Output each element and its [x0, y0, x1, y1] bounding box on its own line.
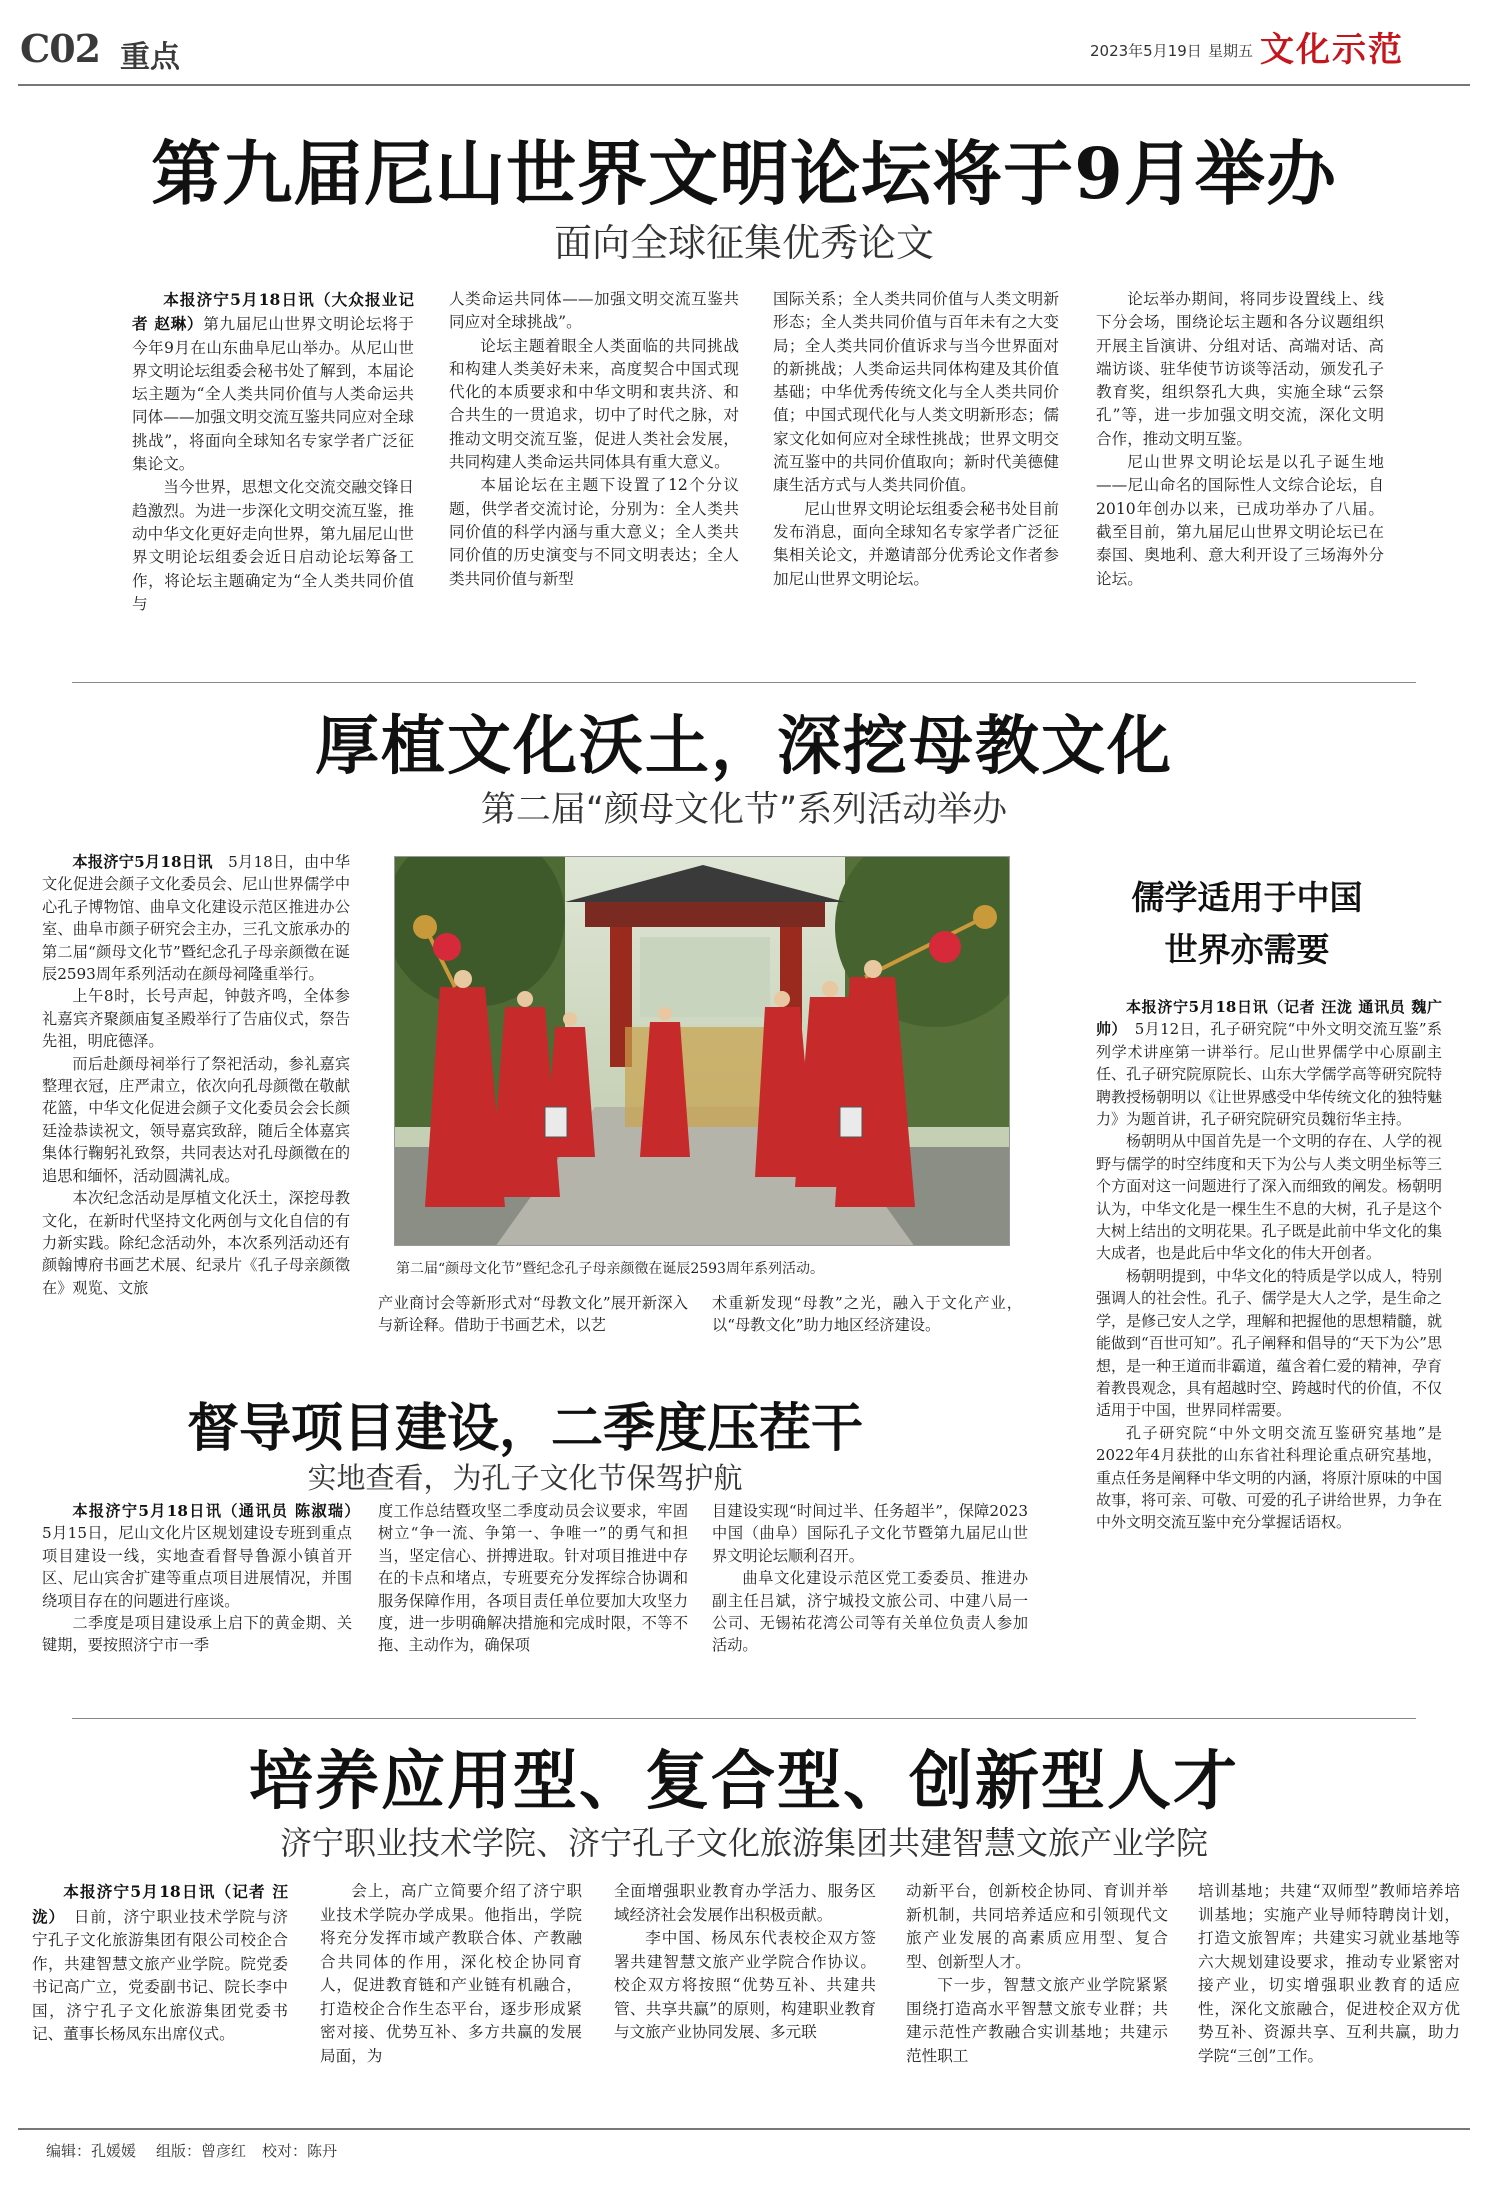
article1-col4	[1096, 288, 1384, 666]
article5-col1	[32, 1880, 288, 2116]
article2-text: 上午8时，长号声起，钟鼓齐鸣，全体参礼嘉宾齐聚颜庙复圣殿举行了告庙仪式，祭告先祖，明庇德泽。	[42, 987, 350, 1051]
article4-headline: 督导项目建设，二季度压茬干	[186, 1398, 863, 1459]
article2-text: 产业商讨会等新形式对“母教文化”展开新深入与新诠释。借助于书画艺术，以艺	[378, 1294, 688, 1335]
article5-text: 李中国、杨凤东代表校企双方签署共建智慧文旅产业学院合作协议。校企双方将按照“优势互补、共建共管、共享共赢”的原则，构建职业教育与文旅产业协同发展、多元联	[614, 1929, 876, 2041]
article5-text: 会上，高广立简要介绍了济宁职业技术学院办学成果。他指出，学院将充分发挥市域产教联合体、产教融合共同体的作用，深化校企协同育人，促进教育链和产业链有机融合，打造校企合作生态平台，逐步形成紧密对接、优势互补、多方共赢的发展局面，为	[320, 1882, 582, 2065]
header-rule	[18, 84, 1470, 86]
article5-headline: 培养应用型、复合型、创新型人才	[249, 1744, 1239, 1819]
article4-col1	[42, 1500, 352, 1710]
article1-subhead: 面向全球征集优秀论文	[553, 221, 934, 265]
article3-body	[1096, 996, 1442, 1686]
article4-text: 目建设实现“时间过半、任务超半”，保障2023中国（曲阜）国际孔子文化节暨第九届尼山世界文明论坛顺利召开。	[712, 1502, 1028, 1565]
article1-text: 第九届尼山世界文明论坛将于今年9月在山东曲阜尼山举办。从尼山世界文明论坛组委会秘书处了解到，本届论坛主题为“全人类共同价值与人类命运共同体——加强文明交流互鉴共同应对全球挑战”，将面向全球知名专家学者广泛征集论文。	[132, 315, 414, 474]
issue-weekday: 星期五	[1208, 42, 1254, 60]
article3-text: 杨朝明从中国首先是一个文明的存在、人学的视野与儒学的时空纬度和天下为公与人类文明坐标等三个方面对这一问题进行了深入而细致的阐发。杨朝明认为，中华文化是一棵生生不息的大树，孔子是这个大树上结出的文明花果。孔子既是此前中华文化的集大成者，也是此后中华文化的伟大开创者。	[1096, 1132, 1442, 1263]
article3-text: 杨朝明提到，中华文化的特质是学以成人，特别强调人的社会性。孔子、儒学是大人之学，是生命之学，是修己安人之学，理解和把握他的思想精髓，就能做到“百世可知”。孔子阐释和倡导的“天下为公”思想，是一种王道而非霸道，蕴含着仁爱的精神，孕育着教畏观念，具有超越时空、跨越时代的价值，不仅适用于中国，世界同样需要。	[1096, 1266, 1442, 1420]
footer-layout: 组版：曾彦红	[156, 2142, 247, 2160]
article2-col1	[42, 851, 350, 1371]
article1-col1	[132, 288, 414, 666]
article5-text: 全面增强职业教育办学活力、服务区域经济社会发展作出积极贡献。	[614, 1882, 876, 1924]
article1-dateline: 本报济宁5月18日讯（大众报业记者 赵琳）	[132, 290, 414, 334]
ceremony-photo-image	[395, 857, 1010, 1246]
article1-headline: 第九届尼山世界文明论坛将于9月举办	[151, 132, 1337, 215]
page-code: C02	[20, 26, 101, 71]
article2-subhead: 第二届“颜母文化节”系列活动举办	[480, 790, 1008, 830]
article5-text: 培训基地；共建“双师型”教师培养培训基地；实施产业导师特聘岗计划，打造文旅智库；共建实习就业基地等六大规划建设要求，推动专业紧密对接产业，切实增强职业教育的适应性，深化文旅融合，促进校企双方优势互补、资源共享、互利共赢，助力学院“三创”工作。	[1198, 1882, 1460, 2065]
article4-subhead: 实地查看，为孔子文化节保驾护航	[307, 1461, 743, 1495]
article1-col3	[773, 288, 1059, 666]
article1-text: 当今世界，思想文化交流交融交锋日趋激烈。为进一步深化文明交流互鉴，推动中华文化更好走向世界，第九届尼山世界文明论坛组委会近日启动论坛筹备工作，将论坛主题确定为“全人类共同价值与	[132, 478, 414, 613]
article3-headline-line2: 世界亦需要	[1164, 930, 1330, 969]
article2-text: 本次纪念活动是厚植文化沃土，深挖母教文化，在新时代坚持文化两创与文化自信的有力新实践。除纪念活动外，本次系列活动还有颜翰博府书画艺术展、纪录片《孔子母亲颜徵在》观览、文旅	[42, 1189, 350, 1297]
article1-text: 人类命运共同体——加强文明交流互鉴共同应对全球挑战”。	[449, 290, 739, 332]
article2-col2	[378, 1292, 688, 1344]
article5-text: 下一步，智慧文旅产业学院紧紧围绕打造高水平智慧文旅专业群；共建示范性产教融合实训基地；共建示范性职工	[906, 1976, 1168, 2065]
article1-text: 尼山世界文明论坛组委会秘书处目前发布消息，面向全球知名专家学者广泛征集相关论文，并邀请部分优秀论文作者参加尼山世界文明论坛。	[773, 499, 1059, 588]
article4-text: 曲阜文化建设示范区党工委委员、推进办副主任吕斌，济宁城投文旅公司、中建八局一公司、无锡祐花湾公司等有关单位负责人参加活动。	[712, 1569, 1028, 1655]
article3-headline-line1: 儒学适用于中国	[1131, 878, 1363, 917]
article1-text: 论坛主题着眼全人类面临的共同挑战和构建人类美好未来，高度契合中国式现代化的本质要求和中华文明和衷共济、和合共生的一贯追求，切中了时代之脉，对推动文明交流互鉴，促进人类社会发展，共同构建人类命运共同体具有重大意义。	[449, 336, 739, 472]
paper-masthead: 文化示范	[1260, 30, 1404, 70]
article4-col3	[712, 1500, 1028, 1710]
article1-text: 论坛举办期间，将同步设置线上、线下分会场，围绕论坛主题和各分议题组织开展主旨演讲、分组对话、高端对话、高端访谈、驻华使节访谈等活动，颁发孔子教育奖，组织祭孔大典，实施全球“云祭孔”等，进一步加强文明交流，深化文明合作，推动文明互鉴。	[1096, 290, 1384, 448]
article2-text: 而后赴颜母祠举行了祭祀活动，参礼嘉宾整理衣冠，庄严肃立，依次向孔母颜徵在敬献花篮，中华文化促进会颜子文化委员会会长颜廷淦恭读祝文，领导嘉宾致辞，随后全体嘉宾集体行鞠躬礼致祭，共同表达对孔母颜徵在的追思和缅怀，活动圆满礼成。	[42, 1054, 350, 1185]
article2-text: 5月18日，由中华文化促进会颜子文化委员会、尼山世界儒学中心孔子博物馆、曲阜文化建设示范区推进办公室、曲阜市颜子研究会主办，三孔文旅承办的第二届“颜母文化节”暨纪念孔子母亲颜徵在诞辰2593周年系列活动在颜母祠隆重举行。	[42, 853, 350, 984]
article4-text: 5月15日，尼山文化片区规划建设专班到重点项目建设一线，实地查看督导鲁源小镇首开区、尼山宾舍扩建等重点项目进展情况，并围绕项目存在的问题进行座谈。	[42, 1524, 352, 1610]
article5-col3	[614, 1880, 876, 2116]
article1-text: 尼山世界文明论坛是以孔子诞生地——尼山命名的国际性人文综合论坛，自2010年创办以来，已成功举办了八届。截至目前，第九届尼山世界文明论坛已在泰国、奥地利、意大利开设了三场海外分论坛。	[1096, 453, 1384, 588]
photo-caption: 第二届“颜母文化节”暨纪念孔子母亲颜徵在诞辰2593周年系列活动。	[396, 1261, 824, 1277]
article2-dateline: 本报济宁5月18日讯	[72, 853, 213, 871]
issue-date: 2023年5月19日	[1090, 42, 1202, 60]
article1-col2	[449, 288, 739, 666]
article4-text: 二季度是项目建设承上启下的黄金期、关键期，要按照济宁市一季	[42, 1614, 352, 1655]
article5-col5	[1198, 1880, 1460, 2116]
article2-headline: 厚植文化沃土，深挖母教文化	[315, 709, 1173, 784]
article5-col4	[906, 1880, 1168, 2116]
article3-dateline: 本报济宁5月18日讯（记者 汪泷 通讯员 魏广帅）	[1096, 998, 1442, 1039]
article5-text: 动新平台，创新校企协同、育训并举新机制，共同培养适应和引领现代文旅产业发展的高素质应用型、复合型、创新型人才。	[906, 1882, 1168, 1971]
article4-dateline: 本报济宁5月18日讯（通讯员 陈淑瑞）	[72, 1502, 352, 1520]
article5-dateline: 本报济宁5月18日讯（记者 汪泷）	[32, 1882, 288, 1926]
footer-rule	[18, 2128, 1470, 2130]
article4-text: 度工作总结暨攻坚二季度动员会议要求，牢固树立“争一流、争第一、争唯一”的勇气和担当，坚定信心、拼搏进取。针对项目推进中存在的卡点和堵点，专班要充分发挥综合协调和服务保障作用，各项目责任单位要加大攻坚力度，进一步明确解决措施和完成时限，不等不拖、主动作为，确保项	[378, 1502, 688, 1655]
article1-text: 本届论坛在主题下设置了12个分议题，供学者交流讨论，分别为：全人类共同价值的科学内涵与重大意义；全人类共同价值的历史演变与不同文明表达；全人类共同价值与新型	[449, 476, 739, 588]
footer-editor: 编辑：孔媛媛	[46, 2142, 137, 2160]
article4-col2	[378, 1500, 688, 1710]
section-label: 重点	[120, 40, 180, 75]
article3-text: 孔子研究院“中外文明交流互鉴研究基地”是2022年4月获批的山东省社科理论重点研究基地，重点任务是阐释中华文明的内涵，将原汁原味的中国故事，将可亲、可敬、可爱的孔子讲给世界，力争在中外文明交流互鉴中充分掌握话语权。	[1096, 1423, 1442, 1532]
article2-col3	[712, 1292, 1022, 1344]
article1-text: 国际关系；全人类共同价值与人类文明新形态；全人类共同价值与百年未有之大变局；全人类共同价值诉求与当今世界面对的新挑战；人类命运共同体构建及其价值基础；中华优秀传统文化与全人类共同价值；中国式现代化与人类文明新形态；儒家文化如何应对全球性挑战；世界文明交流互鉴中的共同价值取向；新时代美德健康生活方式与人类共同价值。	[773, 290, 1059, 495]
section-rule	[72, 1718, 1416, 1719]
article5-subhead: 济宁职业技术学院、济宁孔子文化旅游集团共建智慧文旅产业学院	[279, 1824, 1208, 1862]
section-rule	[72, 682, 1416, 683]
ceremony-photo	[394, 856, 1010, 1246]
article3-text: 5月12日，孔子研究院“中外文明交流互鉴”系列学术讲座第一讲举行。尼山世界儒学中心原副主任、孔子研究院原院长、山东大学儒学高等研究院特聘教授杨朝明以《让世界感受中华传统文化的独特魅力》为题首讲，孔子研究院研究员魏衍华主持。	[1096, 1020, 1442, 1129]
article5-col2	[320, 1880, 582, 2116]
footer-proof: 校对：陈丹	[262, 2142, 338, 2160]
article2-text: 术重新发现“母教”之光，融入于文化产业，以“母教文化”助力地区经济建设。	[712, 1294, 1022, 1335]
article5-text: 日前，济宁职业技术学院与济宁孔子文化旅游集团有限公司校企合作，共建智慧文旅产业学院。院党委书记高广立，党委副书记、院长李中国，济宁孔子文化旅游集团党委书记、董事长杨凤东出席仪式。	[32, 1907, 288, 2043]
